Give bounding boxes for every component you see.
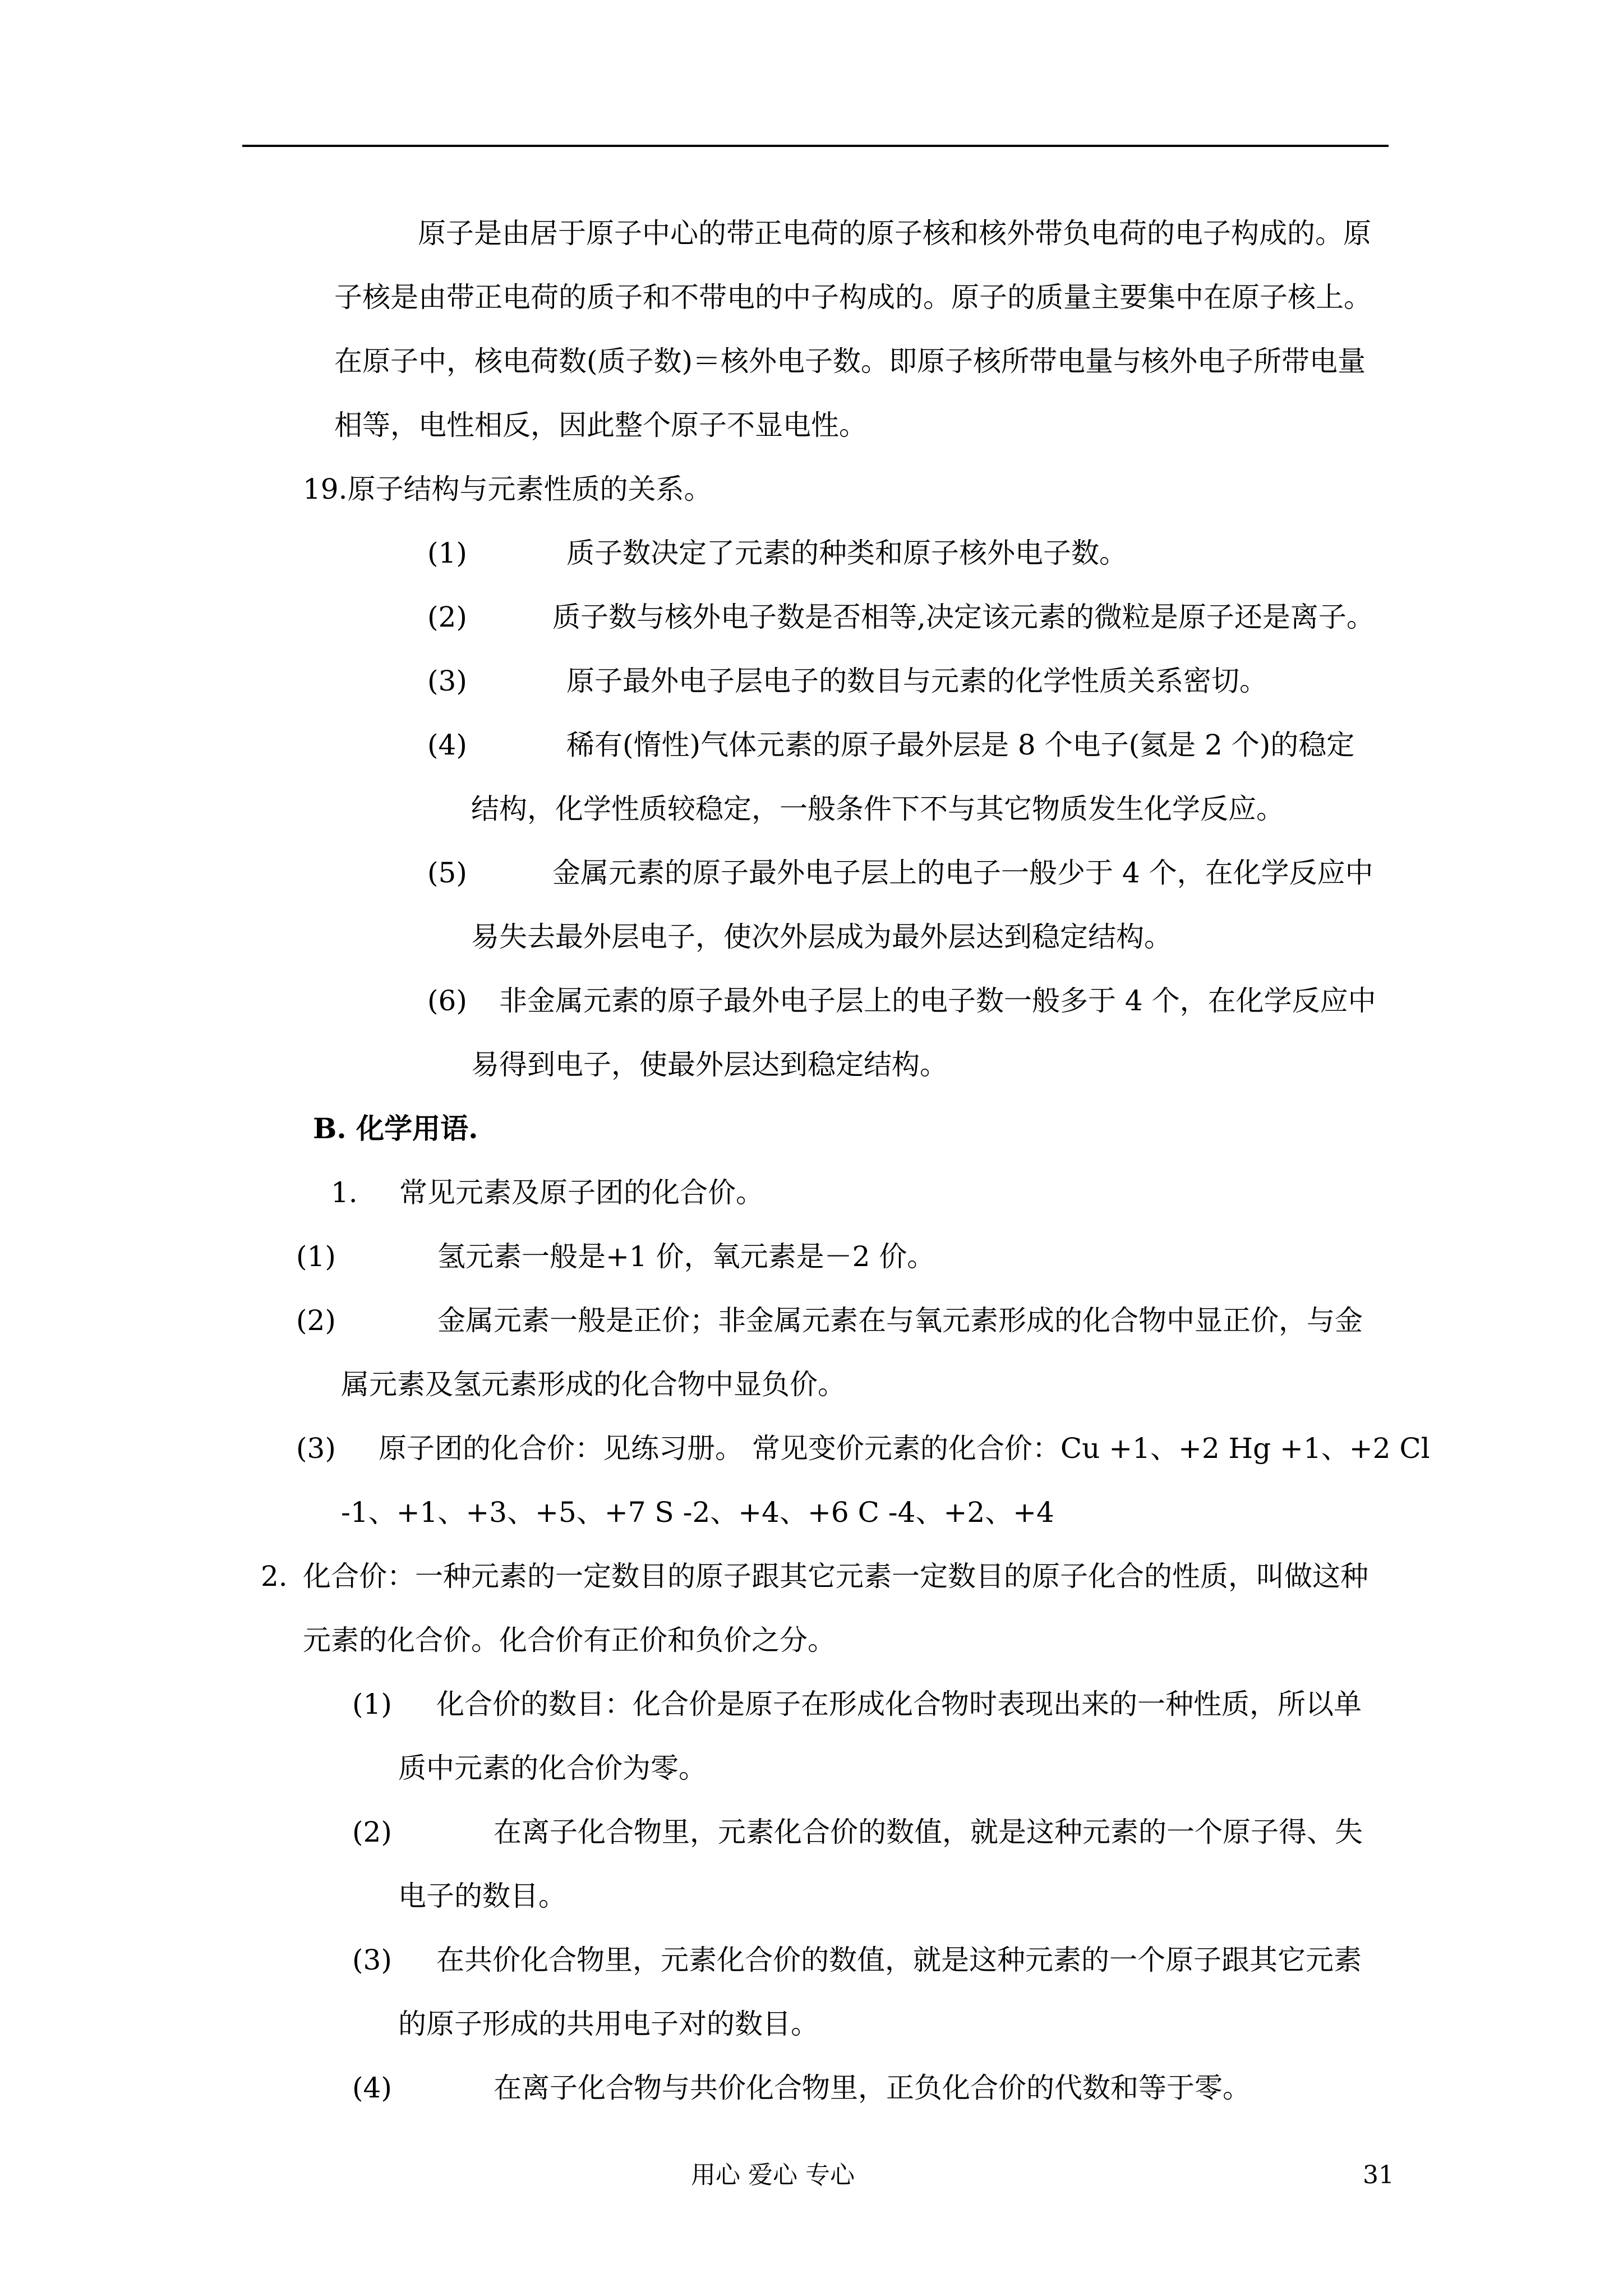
list-item-text: 质子数与核外电子数是否相等,决定该元素的微粒是原子还是离子。 bbox=[552, 601, 1375, 633]
paragraph-line: 在原子中，核电荷数(质子数)＝核外电子数。即原子核所带电量与核外电子所带电量 bbox=[334, 345, 1366, 378]
list-item-number: (4) bbox=[427, 729, 467, 761]
list-item-number: (2) bbox=[296, 1304, 336, 1337]
list-item-text: 质子数决定了元素的种类和原子核外电子数。 bbox=[566, 537, 1127, 569]
list-item-number: (2) bbox=[352, 1816, 392, 1848]
list-item-number: (2) bbox=[427, 601, 467, 633]
list-item-text: -1、+1、+3、+5、+7 S -2、+4、+6 C -4、+2、+4 bbox=[341, 1496, 1054, 1529]
list-item-text: 化合价的数目：化合价是原子在形成化合物时表现出来的一种性质，所以单 bbox=[436, 1688, 1362, 1720]
list-item-text: 在离子化合物里，元素化合价的数值，就是这种元素的一个原子得、失 bbox=[494, 1816, 1363, 1848]
list-item-text: 电子的数目。 bbox=[398, 1880, 566, 1912]
list-item-number: (3) bbox=[427, 665, 467, 697]
list-item-text: 非金属元素的原子最外电子层上的电子数一般多于 4 个，在化学反应中 bbox=[499, 984, 1376, 1017]
list-item-text: 金属元素的原子最外电子层上的电子一般少于 4 个，在化学反应中 bbox=[552, 857, 1373, 889]
list-item-text: 金属元素一般是正价；非金属元素在与氧元素形成的化合物中显正价，与金 bbox=[437, 1304, 1363, 1337]
section-heading: B. 化学用语. bbox=[313, 1112, 478, 1145]
list-item-text: 易得到电子，使最外层达到稳定结构。 bbox=[471, 1048, 948, 1081]
list-item-number: (4) bbox=[352, 2072, 392, 2104]
footer-motto: 用心 爱心 专心 bbox=[691, 2161, 855, 2189]
list-item-text: 易失去最外层电子，使次外层成为最外层达到稳定结构。 bbox=[471, 921, 1172, 953]
list-item-text: 在共价化合物里，元素化合价的数值，就是这种元素的一个原子跟其它元素 bbox=[436, 1944, 1362, 1976]
page-number: 31 bbox=[1363, 2161, 1394, 2189]
list-item-number: (1) bbox=[296, 1240, 336, 1273]
list-item-number: (3) bbox=[296, 1432, 336, 1465]
list-item-text: 化合价：一种元素的一定数目的原子跟其它元素一定数目的原子化合的性质，叫做这种 bbox=[303, 1560, 1368, 1593]
list-item-number: (3) bbox=[352, 1944, 392, 1976]
list-item-text: 属元素及氢元素形成的化合物中显负价。 bbox=[341, 1368, 846, 1401]
list-item-text: 原子团的化合价：见练习册。 常见变价元素的化合价：Cu +1、+2 Hg +1、+2 Cl bbox=[379, 1432, 1430, 1465]
list-item-text: 元素的化合价。化合价有正价和负价之分。 bbox=[303, 1624, 836, 1657]
list-item-text: 原子最外电子层电子的数目与元素的化学性质关系密切。 bbox=[566, 665, 1267, 697]
list-item-text: 常见元素及原子团的化合价。 bbox=[399, 1176, 764, 1209]
list-item-text: 稀有(惰性)气体元素的原子最外层是 8 个电子(氦是 2 个)的稳定 bbox=[566, 729, 1355, 761]
header-rule bbox=[242, 145, 1389, 147]
list-item-number: (5) bbox=[427, 857, 467, 889]
list-item-text: 的原子形成的共用电子对的数目。 bbox=[398, 2008, 819, 2040]
section-heading: 19.原子结构与元素性质的关系。 bbox=[303, 473, 712, 505]
list-item-text: 质中元素的化合价为零。 bbox=[398, 1752, 707, 1784]
paragraph-line: 原子是由居于原子中心的带正电荷的原子核和核外带负电荷的电子构成的。原 bbox=[418, 217, 1371, 250]
list-item-text: 在离子化合物与共价化合物里，正负化合价的代数和等于零。 bbox=[494, 2072, 1251, 2104]
list-item-text: 结构，化学性质较稳定，一般条件下不与其它物质发生化学反应。 bbox=[471, 793, 1284, 825]
list-item-number: 2. bbox=[261, 1560, 288, 1593]
list-item-number: (6) bbox=[427, 984, 467, 1017]
list-item-number: (1) bbox=[352, 1688, 392, 1720]
list-item-number: (1) bbox=[427, 537, 467, 569]
list-item-text: 氢元素一般是+1 价，氧元素是－2 价。 bbox=[437, 1240, 935, 1273]
list-item-number: 1. bbox=[331, 1176, 358, 1209]
paragraph-line: 相等，电性相反，因此整个原子不显电性。 bbox=[334, 409, 867, 441]
paragraph-line: 子核是由带正电荷的质子和不带电的中子构成的。原子的质量主要集中在原子核上。 bbox=[334, 281, 1372, 314]
